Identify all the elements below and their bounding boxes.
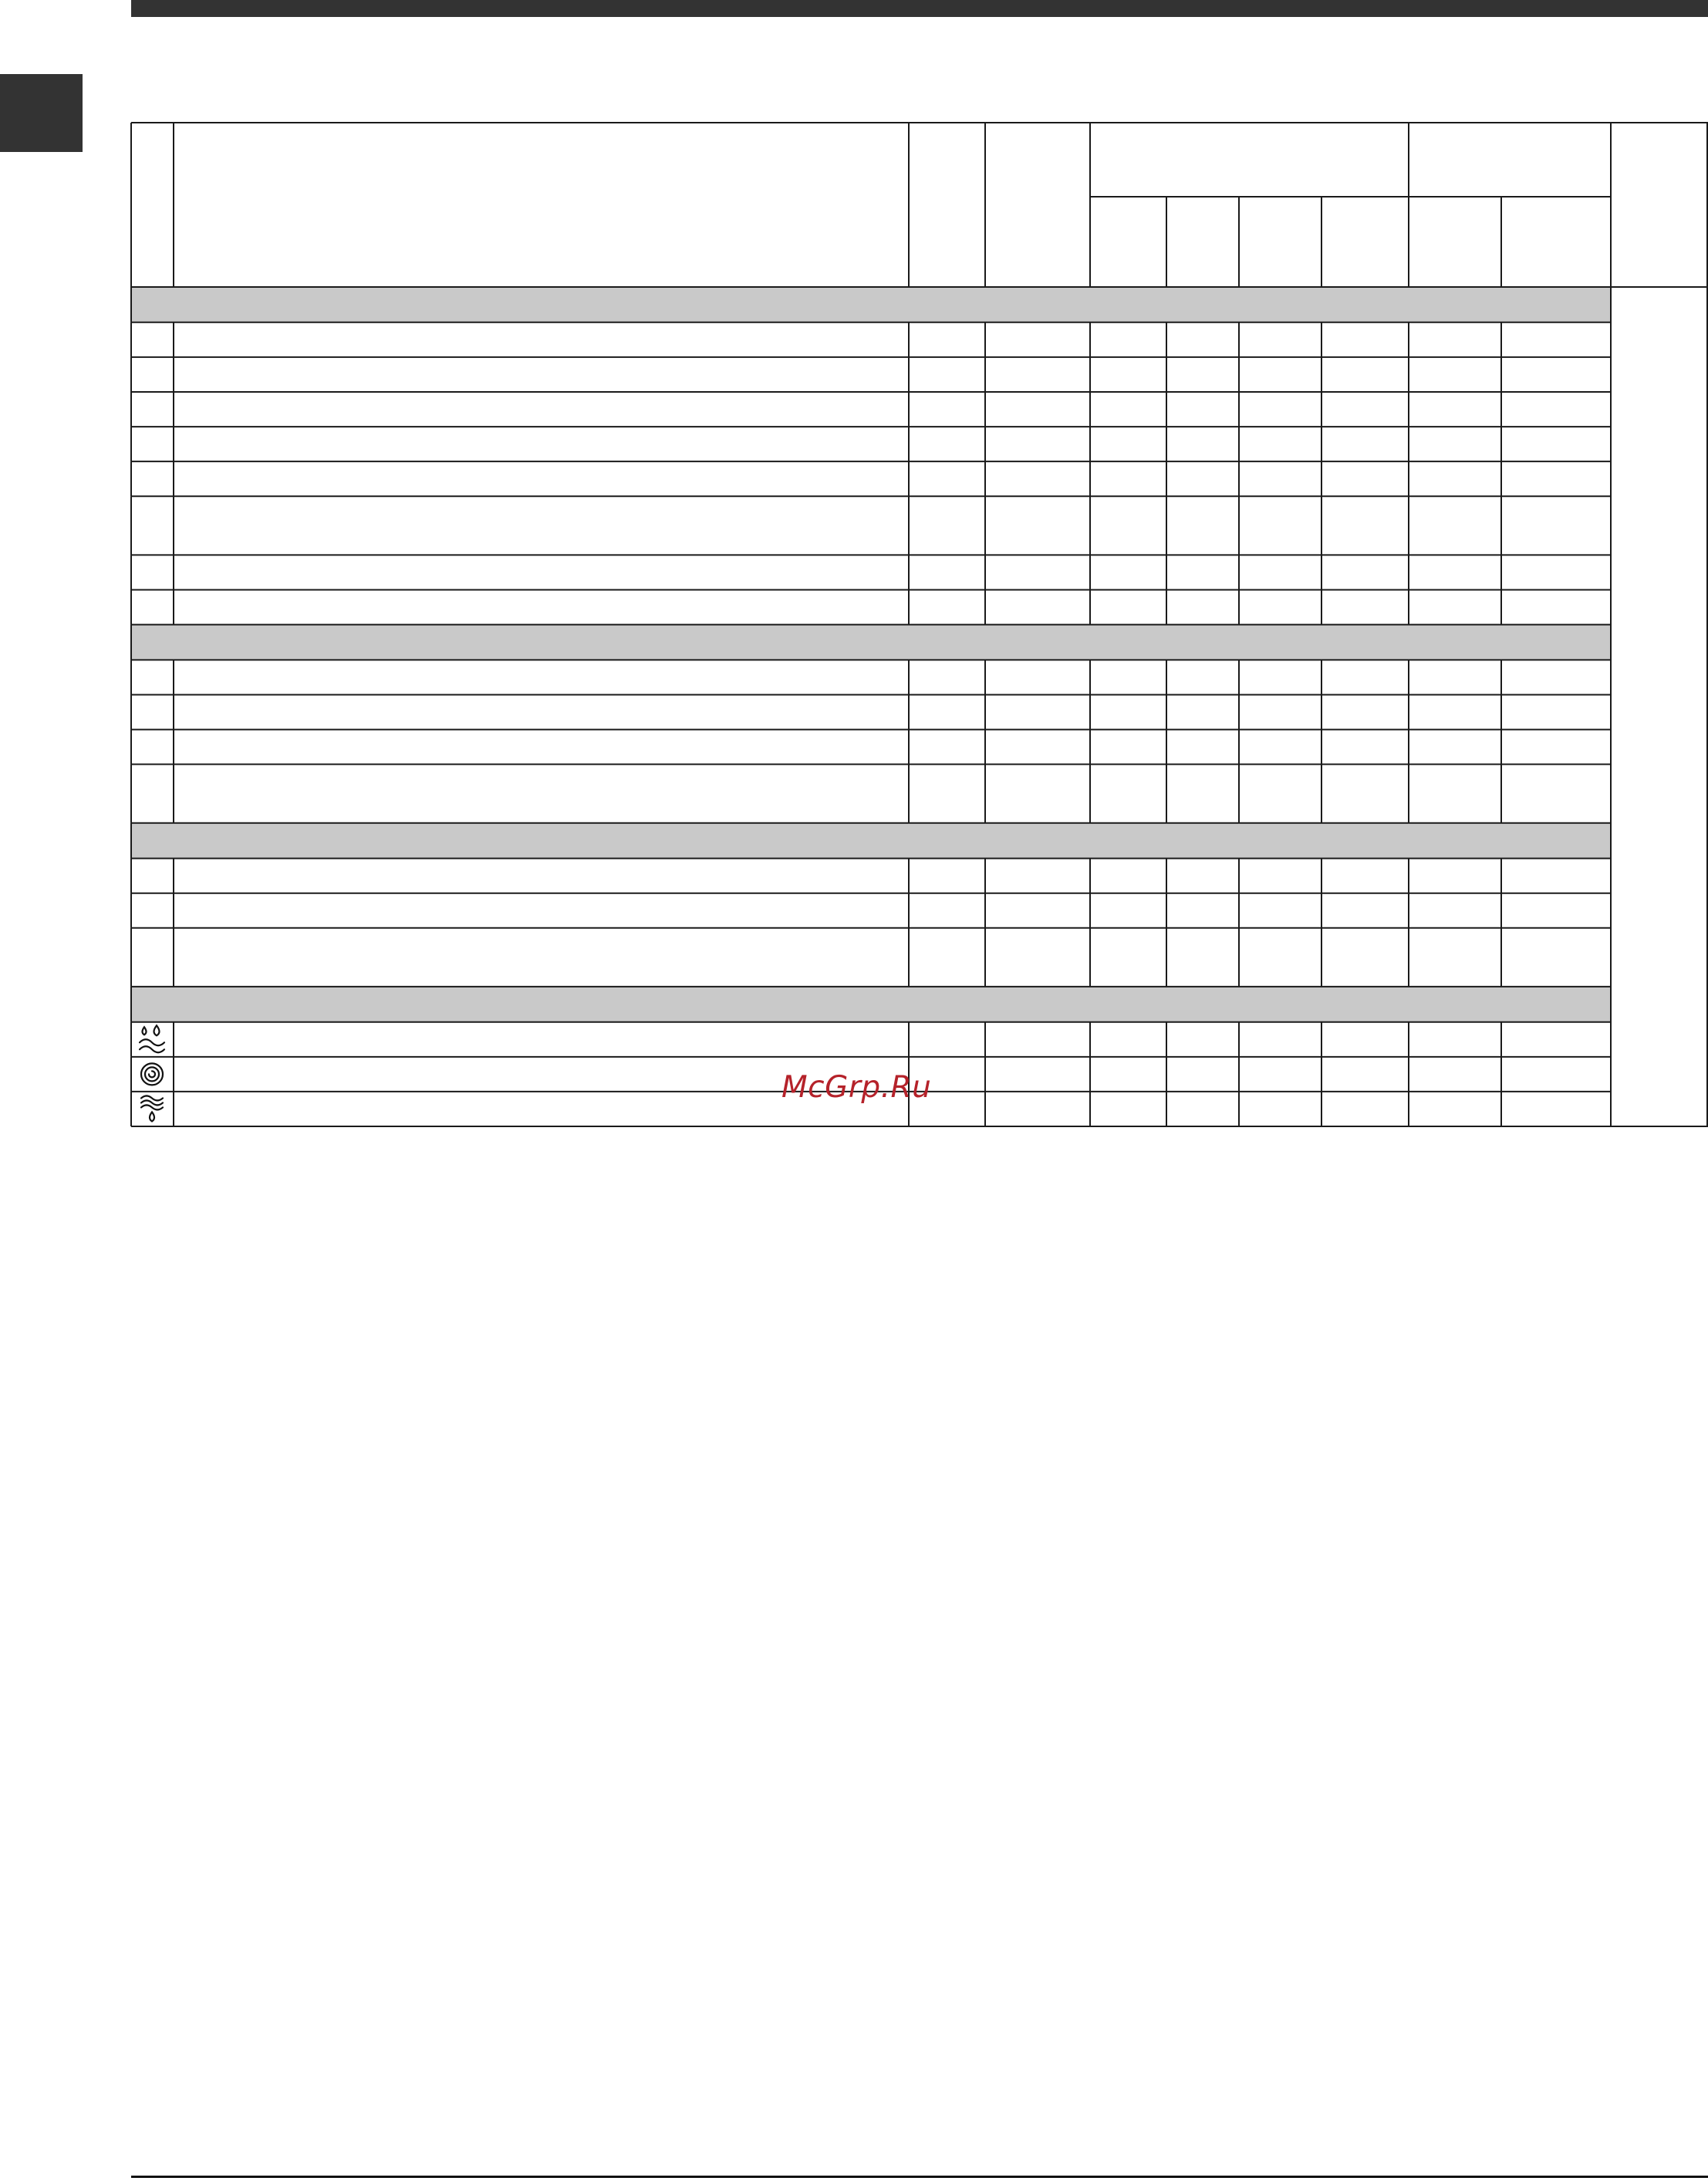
table-row [131,928,1611,987]
table-row [131,322,1611,357]
table-row [131,461,1611,496]
table-row [131,660,1611,694]
table-row [131,357,1611,392]
waves-drop-icon [141,1096,163,1121]
drops-wave-icon [140,1025,164,1052]
bottom-rule [131,2176,1708,2178]
table-row [131,694,1611,729]
table-row [131,496,1611,555]
table-row [131,859,1611,893]
section-band [131,823,1611,859]
section-band [131,287,1611,322]
table-row [131,765,1611,823]
section-band [131,625,1611,660]
table-row [131,427,1611,461]
table-row [131,730,1611,765]
section-band [131,987,1611,1022]
table-row [131,893,1611,928]
watermark: McGrp.Ru [781,1070,932,1105]
table-row [131,589,1611,624]
table-row [131,555,1611,589]
table-row [131,392,1611,427]
spiral-icon [141,1063,163,1085]
table-row [131,1022,1611,1057]
